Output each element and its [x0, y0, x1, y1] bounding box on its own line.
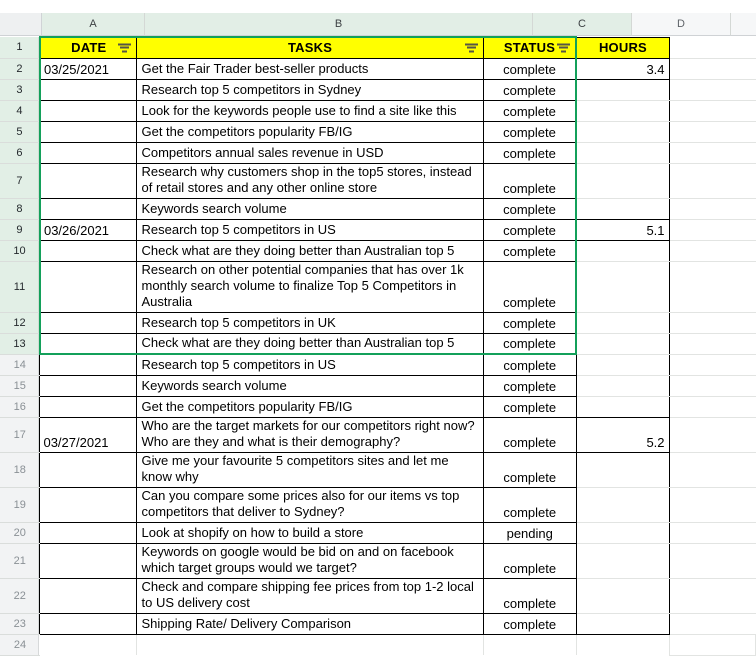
cell-empty[interactable] — [669, 100, 755, 121]
sheet-row — [0, 240, 756, 261]
column-header-a[interactable]: A — [42, 13, 145, 36]
header-label-hours: HOURS — [598, 39, 647, 55]
header-label-date: DATE — [71, 39, 107, 55]
cell-empty[interactable] — [669, 312, 755, 333]
cell-status[interactable]: complete — [483, 417, 576, 452]
cell-status[interactable]: complete — [483, 543, 576, 578]
filter-icon[interactable] — [465, 43, 478, 52]
cell-date[interactable] — [40, 543, 137, 578]
cell-date[interactable] — [40, 613, 137, 634]
row-header[interactable]: 24 — [0, 634, 40, 655]
cell-hours[interactable] — [576, 613, 669, 634]
sheet-row — [0, 396, 756, 417]
column-header-d[interactable]: D — [632, 13, 731, 36]
cell-empty[interactable] — [669, 522, 755, 543]
cell-empty[interactable] — [669, 613, 755, 634]
sheet-row — [0, 543, 756, 578]
sheet-row — [0, 452, 756, 487]
cell-task[interactable]: Can you compare some prices also for our items vs top competitors that deliver to Sydney? — [137, 487, 483, 522]
spreadsheet-grid — [0, 36, 756, 656]
row-header[interactable]: 8 — [0, 198, 40, 219]
cell-empty[interactable] — [669, 543, 755, 578]
row-header[interactable]: 15 — [0, 375, 40, 396]
sheet-row — [0, 578, 756, 613]
cell-empty[interactable] — [669, 121, 755, 142]
cell-task[interactable]: Research top 5 competitors in US — [137, 354, 483, 375]
cell-date[interactable] — [40, 163, 137, 198]
cell-status[interactable]: complete — [483, 487, 576, 522]
cell-status[interactable]: complete — [483, 58, 576, 79]
cell-hours[interactable]: 5.1 — [576, 219, 669, 240]
cell-date[interactable]: 03/26/2021 — [40, 219, 137, 240]
row-header[interactable]: 13 — [0, 333, 40, 354]
cell-task[interactable]: Competitors annual sales revenue in USD — [137, 142, 483, 163]
cell-empty[interactable] — [669, 240, 755, 261]
cell-hours[interactable] — [576, 240, 669, 261]
row-header[interactable]: 2 — [0, 58, 40, 79]
cell-status[interactable]: complete — [483, 121, 576, 142]
cell-task[interactable]: Who are the target markets for our competitors right now? Who are they and what is their demography? — [137, 417, 483, 452]
column-header-b[interactable]: B — [145, 13, 533, 36]
row-header[interactable]: 1 — [0, 37, 40, 58]
cell-empty[interactable] — [669, 354, 755, 375]
cell-task[interactable]: Get the competitors popularity FB/IG — [137, 396, 483, 417]
sheet-row — [0, 634, 756, 655]
cell-status[interactable]: complete — [483, 354, 576, 375]
header-label-tasks: TASKS — [287, 39, 333, 55]
cell-status[interactable] — [483, 634, 576, 655]
cell-status[interactable]: complete — [483, 198, 576, 219]
cell-status[interactable]: complete — [483, 79, 576, 100]
cell-status[interactable]: complete — [483, 219, 576, 240]
row-header[interactable]: 19 — [0, 487, 40, 522]
cell-task[interactable] — [137, 634, 483, 655]
row-header[interactable]: 20 — [0, 522, 40, 543]
row-header[interactable]: 5 — [0, 121, 40, 142]
sheet-row — [0, 198, 756, 219]
cell-task[interactable]: Research top 5 competitors in UK — [137, 312, 483, 333]
sheet-row — [0, 121, 756, 142]
cell-task[interactable]: Research top 5 competitors in Sydney — [137, 79, 483, 100]
row-header[interactable]: 14 — [0, 354, 40, 375]
cell-task[interactable]: Keywords search volume — [137, 198, 483, 219]
sheet-row — [0, 417, 756, 452]
cell-empty[interactable] — [669, 163, 755, 198]
cell-status[interactable]: complete — [483, 312, 576, 333]
cell-task[interactable]: Check and compare shipping fee prices from top 1-2 local to US delivery cost — [137, 578, 483, 613]
cell-empty[interactable] — [669, 79, 755, 100]
row-header[interactable]: 6 — [0, 142, 40, 163]
cell-hours[interactable] — [576, 198, 669, 219]
cell-date[interactable] — [40, 261, 137, 312]
cell-hours[interactable] — [576, 100, 669, 121]
cell-date[interactable] — [40, 634, 137, 655]
row-header[interactable]: 11 — [0, 261, 40, 312]
cell-empty[interactable] — [669, 198, 755, 219]
cell-empty[interactable] — [669, 142, 755, 163]
sheet-row — [0, 163, 756, 198]
cell-hours[interactable] — [576, 163, 669, 198]
sheet-row — [0, 100, 756, 121]
cell-empty[interactable] — [669, 261, 755, 312]
filter-icon[interactable] — [557, 43, 570, 52]
cell-task[interactable]: Shipping Rate/ Delivery Comparison — [137, 613, 483, 634]
row-header[interactable]: 10 — [0, 240, 40, 261]
row-header[interactable]: 7 — [0, 163, 40, 198]
cell-hours[interactable] — [576, 312, 669, 333]
cell-task[interactable]: Look at shopify on how to build a store — [137, 522, 483, 543]
cell-empty[interactable] — [669, 37, 755, 58]
cell-date[interactable]: 03/27/2021 — [40, 417, 137, 452]
row-header[interactable]: 23 — [0, 613, 40, 634]
cell-date[interactable] — [40, 578, 137, 613]
cell-task[interactable]: Research top 5 competitors in US — [137, 219, 483, 240]
cell-status[interactable]: complete — [483, 100, 576, 121]
cell-date[interactable] — [40, 312, 137, 333]
cell-hours[interactable]: 3.4 — [576, 58, 669, 79]
row-header[interactable]: 18 — [0, 452, 40, 487]
cell-task[interactable]: Check what are they doing better than Australian top 5 — [137, 240, 483, 261]
cell-date[interactable] — [40, 487, 137, 522]
cell-hours[interactable] — [576, 396, 669, 417]
cell-empty[interactable] — [669, 417, 755, 452]
cell-status[interactable]: complete — [483, 375, 576, 396]
cell-task[interactable]: Give me your favourite 5 competitors sites and let me know why — [137, 452, 483, 487]
row-header[interactable]: 4 — [0, 100, 40, 121]
cell-hours[interactable] — [576, 522, 669, 543]
cell-empty[interactable] — [669, 396, 755, 417]
cell-empty[interactable] — [669, 375, 755, 396]
cell-hours[interactable] — [576, 634, 669, 655]
cell-date[interactable] — [40, 198, 137, 219]
row-header[interactable]: 16 — [0, 396, 40, 417]
column-header-e[interactable] — [731, 13, 756, 36]
row-header[interactable]: 21 — [0, 543, 40, 578]
cell-status[interactable]: complete — [483, 613, 576, 634]
cell-status[interactable]: pending — [483, 522, 576, 543]
cell-date[interactable] — [40, 240, 137, 261]
header-cell-tasks[interactable] — [137, 37, 483, 58]
cell-task[interactable]: Look for the keywords people use to find a site like this — [137, 100, 483, 121]
sheet-row — [0, 333, 756, 354]
sheet-row — [0, 354, 756, 375]
row-header[interactable]: 22 — [0, 578, 40, 613]
header-cell-hours[interactable] — [576, 37, 669, 58]
cell-status[interactable]: complete — [483, 452, 576, 487]
cell-hours[interactable] — [576, 578, 669, 613]
row-header[interactable]: 12 — [0, 312, 40, 333]
header-cell-status[interactable] — [483, 37, 576, 58]
column-header-strip — [0, 13, 756, 36]
cell-status[interactable]: complete — [483, 396, 576, 417]
cell-task[interactable]: Keywords on google would be bid on and on facebook which target groups would we target? — [137, 543, 483, 578]
cell-hours[interactable] — [576, 543, 669, 578]
cell-hours[interactable] — [576, 333, 669, 354]
column-header-c[interactable]: C — [533, 13, 632, 36]
cell-status[interactable]: complete — [483, 240, 576, 261]
cell-task[interactable]: Get the competitors popularity FB/IG — [137, 121, 483, 142]
cell-hours[interactable] — [576, 375, 669, 396]
cell-task[interactable]: Research on other potential companies that has over 1k monthly search volume to finalize Top 5 Competitors in Australia — [137, 261, 483, 312]
select-all-corner[interactable] — [0, 13, 42, 36]
cell-empty[interactable] — [669, 578, 755, 613]
filter-icon[interactable] — [118, 43, 131, 52]
cell-task[interactable]: Research why customers shop in the top5 stores, instead of retail stores and any other online store — [137, 163, 483, 198]
cell-status[interactable]: complete — [483, 261, 576, 312]
sheet-row — [0, 219, 756, 240]
cell-hours[interactable] — [576, 261, 669, 312]
cell-date[interactable]: 03/25/2021 — [40, 58, 137, 79]
cell-hours[interactable] — [576, 142, 669, 163]
sheet-row — [0, 142, 756, 163]
sheet-row — [0, 487, 756, 522]
cell-empty[interactable] — [669, 487, 755, 522]
cell-date[interactable] — [40, 522, 137, 543]
sheet-row — [0, 79, 756, 100]
row-header[interactable]: 9 — [0, 219, 40, 240]
cell-date[interactable] — [40, 142, 137, 163]
row-header[interactable]: 17 — [0, 417, 40, 452]
cell-date[interactable] — [40, 354, 137, 375]
cell-empty[interactable] — [669, 219, 755, 240]
sheet-row — [0, 58, 756, 79]
cell-status[interactable]: complete — [483, 142, 576, 163]
sheet-row — [0, 312, 756, 333]
cell-hours[interactable]: 5.2 — [576, 417, 669, 452]
cell-date[interactable] — [40, 396, 137, 417]
cell-hours[interactable] — [576, 354, 669, 375]
cell-task[interactable]: Get the Fair Trader best-seller products — [137, 58, 483, 79]
cell-status[interactable]: complete — [483, 333, 576, 354]
cell-date[interactable] — [40, 79, 137, 100]
filter-header-row — [0, 37, 756, 58]
sheet-row — [0, 261, 756, 312]
cell-task[interactable]: Check what are they doing better than Australian top 5 — [137, 333, 483, 354]
cell-date[interactable] — [40, 375, 137, 396]
cell-empty[interactable] — [669, 452, 755, 487]
cell-hours[interactable] — [576, 121, 669, 142]
cell-empty[interactable] — [669, 634, 755, 655]
cell-status[interactable]: complete — [483, 163, 576, 198]
cell-hours[interactable] — [576, 487, 669, 522]
cell-date[interactable] — [40, 452, 137, 487]
sheet-row — [0, 613, 756, 634]
row-header[interactable]: 3 — [0, 79, 40, 100]
sheet-row — [0, 375, 756, 396]
cell-hours[interactable] — [576, 452, 669, 487]
cell-empty[interactable] — [669, 58, 755, 79]
cell-date[interactable] — [40, 100, 137, 121]
cell-empty[interactable] — [669, 333, 755, 354]
sheet-row — [0, 522, 756, 543]
cell-hours[interactable] — [576, 79, 669, 100]
cell-task[interactable]: Keywords search volume — [137, 375, 483, 396]
cell-status[interactable]: complete — [483, 578, 576, 613]
cell-date[interactable] — [40, 121, 137, 142]
header-label-status: STATUS — [503, 39, 556, 55]
header-cell-date[interactable] — [40, 37, 137, 58]
cell-date[interactable] — [40, 333, 137, 354]
